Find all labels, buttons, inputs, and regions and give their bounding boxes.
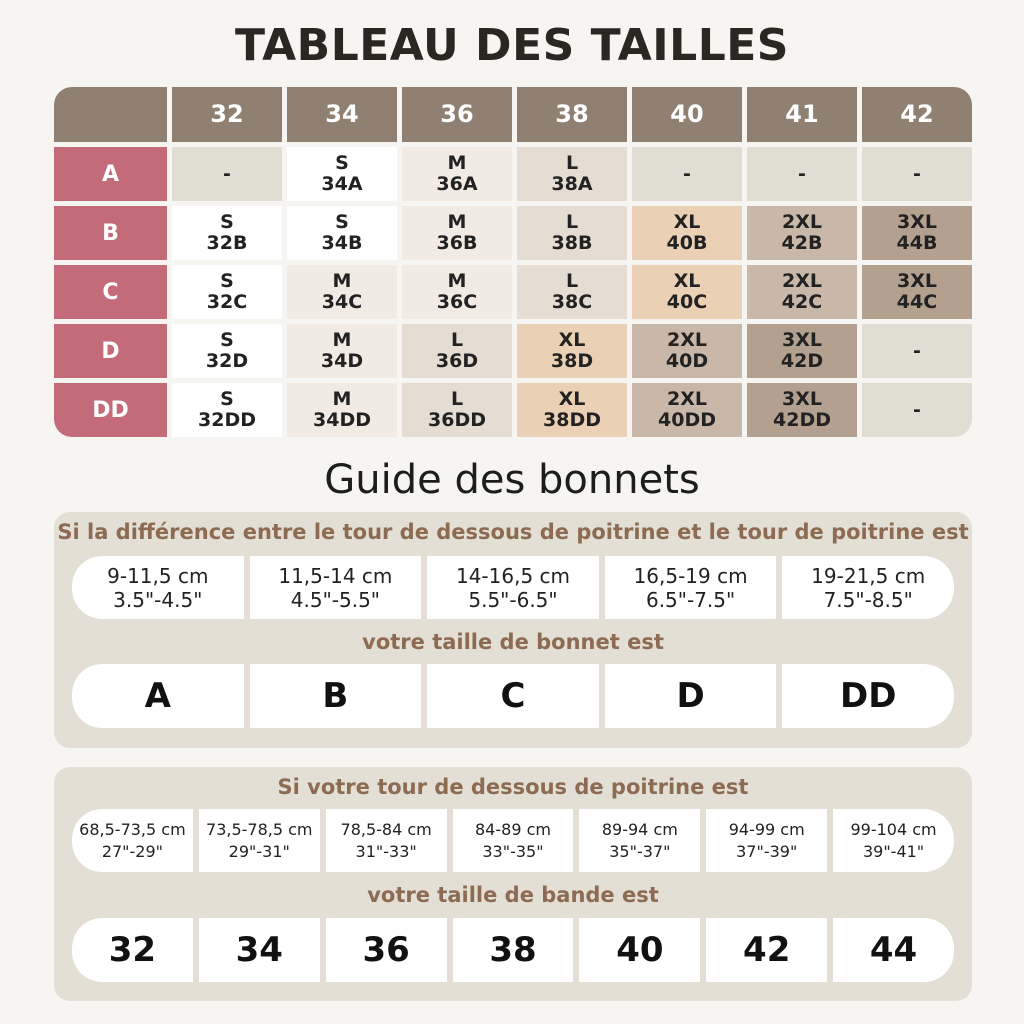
size-cell xyxy=(287,383,397,437)
band-size-row xyxy=(72,918,954,982)
cup-size: A xyxy=(72,664,244,728)
size-label: L xyxy=(565,270,579,292)
size-label: XL xyxy=(673,270,701,292)
cup-row-header: D xyxy=(54,324,167,378)
cup-size: C xyxy=(427,664,599,728)
cup-result-label: votre taille de bonnet est xyxy=(362,630,664,654)
size-label: M xyxy=(447,270,467,292)
band-range xyxy=(199,809,320,872)
bra-size: 40B xyxy=(666,232,708,254)
size-table xyxy=(54,87,972,437)
bra-size: 44C xyxy=(896,291,938,313)
bra-size: 42B xyxy=(781,232,823,254)
size-label: L xyxy=(450,388,464,410)
bra-size: 42D xyxy=(780,350,824,372)
size-label: S xyxy=(220,388,234,410)
cup-size-row xyxy=(72,664,954,728)
band-range-row xyxy=(72,809,954,872)
cup-range xyxy=(782,556,954,619)
cup-row-header: B xyxy=(54,206,167,260)
size-label: M xyxy=(447,211,467,233)
size-cell xyxy=(632,265,742,319)
size-cell xyxy=(862,265,972,319)
bra-size: 32D xyxy=(205,350,249,372)
size-cell xyxy=(747,265,857,319)
bra-size: 38DD xyxy=(543,409,601,431)
cup-row-header: DD xyxy=(54,383,167,437)
size-label: 3XL xyxy=(897,211,937,233)
band-size: 38 xyxy=(453,918,574,982)
range-inches: 31"-33" xyxy=(355,841,417,861)
bra-size: 32DD xyxy=(198,409,256,431)
cup-range xyxy=(605,556,777,619)
range-inches: 37"-39" xyxy=(736,841,798,861)
band-guide-intro: Si votre tour de dessous de poitrine est xyxy=(277,775,749,799)
bra-size: 32B xyxy=(206,232,248,254)
band-size: 42 xyxy=(706,918,827,982)
size-cell xyxy=(747,324,857,378)
band-range xyxy=(326,809,447,872)
band-result-label: votre taille de bande est xyxy=(367,883,659,907)
size-label: 3XL xyxy=(897,270,937,292)
bra-size: 36DD xyxy=(428,409,486,431)
size-cell xyxy=(517,324,627,378)
bra-size: 40D xyxy=(665,350,709,372)
size-label: S xyxy=(220,270,234,292)
size-label: 2XL xyxy=(667,388,707,410)
size-cell xyxy=(172,265,282,319)
size-cell xyxy=(862,206,972,260)
bra-size: 38D xyxy=(550,350,594,372)
size-cell xyxy=(402,206,512,260)
range-cm: 11,5-14 cm xyxy=(278,563,393,588)
range-inches: 5.5"-6.5" xyxy=(468,587,558,612)
range-cm: 94-99 cm xyxy=(728,819,805,839)
size-label: 2XL xyxy=(782,270,822,292)
size-cell xyxy=(172,383,282,437)
size-cell xyxy=(287,147,397,201)
bra-size: 34D xyxy=(320,350,364,372)
size-label: - xyxy=(913,398,921,421)
size-cell xyxy=(517,147,627,201)
range-inches: 4.5"-5.5" xyxy=(290,587,380,612)
band-size: 34 xyxy=(199,918,320,982)
size-label: 2XL xyxy=(667,329,707,351)
cup-guide-panel xyxy=(54,512,972,748)
size-label: XL xyxy=(558,329,586,351)
size-label: XL xyxy=(558,388,586,410)
size-cell xyxy=(517,265,627,319)
cup-size: DD xyxy=(782,664,954,728)
range-inches: 27"-29" xyxy=(101,841,164,861)
range-cm: 99-104 cm xyxy=(850,819,937,839)
size-label: - xyxy=(223,162,231,185)
size-label: - xyxy=(683,162,691,185)
band-range xyxy=(72,809,193,872)
bra-size: 40DD xyxy=(658,409,716,431)
bra-size: 42DD xyxy=(773,409,831,431)
bra-size: 40C xyxy=(666,291,708,313)
size-label: M xyxy=(332,270,352,292)
size-cell xyxy=(287,265,397,319)
band-column-header: 40 xyxy=(632,87,742,142)
size-cell xyxy=(862,383,972,437)
cup-guide-title: Guide des bonnets xyxy=(324,457,700,503)
cup-range xyxy=(427,556,599,619)
page-title: TABLEAU DES TAILLES xyxy=(235,20,789,71)
range-inches: 33"-35" xyxy=(482,841,544,861)
size-label: - xyxy=(798,162,806,185)
size-label: - xyxy=(913,162,921,185)
range-cm: 73,5-78,5 cm xyxy=(206,819,313,839)
band-column-header: 32 xyxy=(172,87,282,142)
cup-row-header: C xyxy=(54,265,167,319)
size-label: M xyxy=(447,152,467,174)
size-cell xyxy=(747,206,857,260)
range-cm: 84-89 cm xyxy=(475,819,551,839)
band-column-header: 36 xyxy=(402,87,512,142)
range-inches: 7.5"-8.5" xyxy=(823,587,913,612)
bra-size: 34A xyxy=(321,173,363,195)
band-column-header: 42 xyxy=(862,87,972,142)
size-label: - xyxy=(913,339,921,362)
size-cell xyxy=(632,206,742,260)
table-corner xyxy=(54,87,167,142)
band-range xyxy=(706,809,827,872)
size-cell xyxy=(632,147,742,201)
size-label: L xyxy=(565,152,579,174)
cup-range-row xyxy=(72,556,954,619)
band-range xyxy=(833,809,954,872)
cup-size: D xyxy=(605,664,777,728)
cup-guide-intro: Si la différence entre le tour de dessous de poitrine et le tour de poitrine est xyxy=(57,520,969,544)
bra-size: 36D xyxy=(435,350,479,372)
size-cell xyxy=(402,265,512,319)
band-column-header: 41 xyxy=(747,87,857,142)
bra-size: 36A xyxy=(436,173,478,195)
bra-size: 32C xyxy=(206,291,248,313)
size-cell xyxy=(632,324,742,378)
size-label: S xyxy=(335,152,349,174)
bra-size: 36B xyxy=(436,232,478,254)
band-range xyxy=(579,809,700,872)
bra-size: 38C xyxy=(551,291,593,313)
range-inches: 29"-31" xyxy=(228,841,290,861)
size-cell xyxy=(862,147,972,201)
size-label: S xyxy=(220,329,234,351)
size-label: S xyxy=(335,211,349,233)
band-column-header: 34 xyxy=(287,87,397,142)
bra-size: 38A xyxy=(551,173,593,195)
cup-range xyxy=(72,556,244,619)
size-cell xyxy=(287,206,397,260)
size-label: S xyxy=(220,211,234,233)
band-size: 36 xyxy=(326,918,447,982)
band-guide-panel xyxy=(54,767,972,1001)
range-cm: 9-11,5 cm xyxy=(107,563,209,588)
bra-size: 34DD xyxy=(313,409,371,431)
range-cm: 68,5-73,5 cm xyxy=(79,819,186,839)
bra-size: 42C xyxy=(781,291,823,313)
bra-size: 44B xyxy=(896,232,938,254)
size-label: L xyxy=(450,329,464,351)
size-cell xyxy=(747,383,857,437)
size-cell xyxy=(172,324,282,378)
range-inches: 35"-37" xyxy=(609,841,671,861)
size-cell xyxy=(862,324,972,378)
size-cell xyxy=(402,383,512,437)
size-label: 3XL xyxy=(782,388,822,410)
range-inches: 6.5"-7.5" xyxy=(645,587,736,612)
range-inches: 3.5"-4.5" xyxy=(113,587,203,612)
bra-size: 34B xyxy=(321,232,363,254)
bra-size: 36C xyxy=(436,291,478,313)
cup-range xyxy=(250,556,422,619)
cup-row-header: A xyxy=(54,147,167,201)
size-cell xyxy=(402,324,512,378)
band-size: 44 xyxy=(833,918,954,982)
band-column-header: 38 xyxy=(517,87,627,142)
band-size: 32 xyxy=(72,918,193,982)
range-cm: 14-16,5 cm xyxy=(455,563,571,588)
size-cell xyxy=(287,324,397,378)
size-cell xyxy=(517,206,627,260)
band-size: 40 xyxy=(579,918,700,982)
bra-size: 34C xyxy=(321,291,363,313)
size-label: L xyxy=(565,211,579,233)
size-cell xyxy=(517,383,627,437)
bra-size: 38B xyxy=(551,232,593,254)
range-cm: 89-94 cm xyxy=(601,819,678,839)
size-label: M xyxy=(332,329,352,351)
size-cell xyxy=(172,206,282,260)
size-label: 2XL xyxy=(782,211,822,233)
size-label: XL xyxy=(673,211,701,233)
size-cell xyxy=(632,383,742,437)
range-inches: 39"-41" xyxy=(862,841,925,861)
cup-size: B xyxy=(250,664,422,728)
size-cell xyxy=(402,147,512,201)
range-cm: 19-21,5 cm xyxy=(811,563,926,588)
size-label: M xyxy=(332,388,352,410)
range-cm: 78,5-84 cm xyxy=(340,819,432,839)
band-range xyxy=(453,809,574,872)
size-cell xyxy=(172,147,282,201)
range-cm: 16,5-19 cm xyxy=(633,563,748,588)
size-label: 3XL xyxy=(782,329,822,351)
size-cell xyxy=(747,147,857,201)
